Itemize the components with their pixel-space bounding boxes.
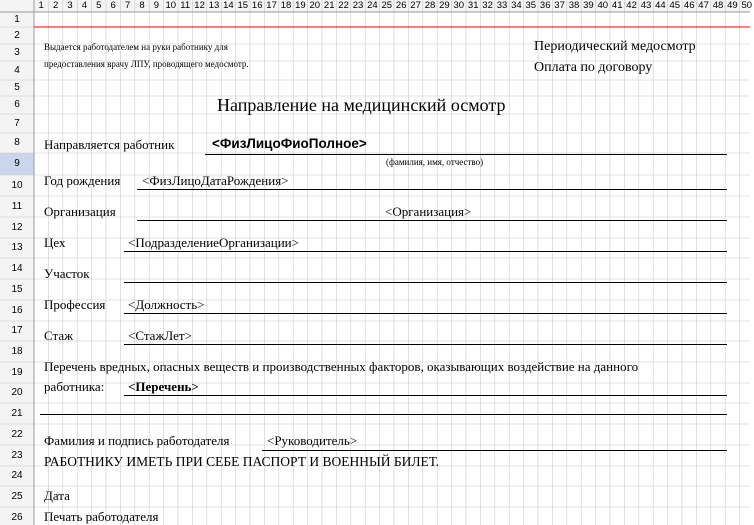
profession-label: Профессия: [44, 297, 106, 312]
row-header[interactable]: 24: [11, 470, 23, 481]
profession-field[interactable]: <Должность>: [128, 297, 205, 312]
worker-label: Направляется работник: [44, 137, 175, 152]
column-header[interactable]: 7: [124, 0, 131, 11]
column-header[interactable]: 45: [669, 0, 681, 11]
experience-underline: [124, 344, 727, 345]
worker-underline: [205, 154, 727, 155]
column-header[interactable]: 30: [453, 0, 465, 11]
shop-underline: [124, 251, 727, 252]
column-header[interactable]: 23: [352, 0, 364, 11]
section-label: Участок: [44, 266, 90, 281]
org-underline: [137, 220, 727, 221]
column-header[interactable]: 8: [139, 0, 145, 11]
column-header[interactable]: 37: [554, 0, 565, 11]
row-header[interactable]: 26: [11, 511, 23, 523]
column-header[interactable]: 46: [683, 0, 695, 11]
column-header[interactable]: 22: [338, 0, 349, 11]
section-underline[interactable]: [124, 282, 727, 283]
row-header[interactable]: 19: [11, 366, 23, 378]
org-label: Организация: [44, 204, 116, 219]
employer-label: Фамилия и подпись работодателя: [44, 433, 230, 448]
row-header[interactable]: 11: [11, 200, 23, 212]
hazards-label-2: работника:: [44, 379, 105, 394]
row-header[interactable]: 3: [14, 46, 20, 58]
employer-underline: [262, 450, 727, 451]
column-header[interactable]: 10: [165, 0, 177, 11]
hazards-label: Перечень вредных, опасных веществ и производственных факторов, оказывающих воздействие на данного: [44, 359, 639, 374]
row-header[interactable]: 7: [14, 117, 20, 129]
column-header[interactable]: 43: [640, 0, 652, 11]
row-header[interactable]: 4: [14, 64, 20, 76]
column-header[interactable]: 4: [81, 0, 88, 11]
column-header[interactable]: 49: [727, 0, 738, 11]
row-header[interactable]: 2: [14, 29, 20, 41]
column-header[interactable]: 38: [568, 0, 580, 11]
row-header[interactable]: 6: [14, 99, 20, 110]
employer-field[interactable]: <Руководитель>: [267, 433, 358, 448]
birth-underline: [137, 189, 727, 190]
column-header[interactable]: 25: [381, 0, 393, 11]
row-header[interactable]: 18: [11, 345, 23, 357]
profession-underline: [124, 313, 727, 314]
row-header[interactable]: 12: [11, 221, 23, 233]
payment-type: Оплата по договору: [534, 60, 653, 75]
exam-type: Периодический медосмотр: [534, 39, 696, 54]
column-header[interactable]: 50: [741, 0, 753, 11]
column-header[interactable]: 27: [410, 0, 421, 11]
worker-field[interactable]: <ФизЛицоФиоПолное>: [212, 136, 367, 151]
column-header[interactable]: 3: [67, 0, 73, 11]
column-header[interactable]: 41: [611, 0, 623, 11]
column-header[interactable]: 9: [153, 0, 160, 11]
hazards-underline-2: [40, 414, 727, 415]
notice-text: РАБОТНИКУ ИМЕТЬ ПРИ СЕБЕ ПАСПОРТ И ВОЕННЫЙ БИЛЕТ.: [44, 454, 440, 469]
worker-hint: (фамилия, имя, отчество): [386, 157, 484, 167]
column-header[interactable]: 19: [295, 0, 306, 11]
column-header[interactable]: 35: [525, 0, 537, 11]
row-header[interactable]: 16: [11, 304, 23, 316]
row-header[interactable]: 23: [11, 449, 23, 461]
row-header[interactable]: 25: [11, 490, 23, 502]
column-header[interactable]: 47: [698, 0, 709, 11]
row-header[interactable]: 1: [14, 13, 20, 25]
hazards-field[interactable]: <Перечень>: [128, 379, 199, 394]
column-header[interactable]: 21: [323, 0, 335, 11]
column-header[interactable]: 44: [655, 0, 666, 11]
row-header[interactable]: 15: [11, 283, 23, 295]
column-header[interactable]: 20: [309, 0, 321, 11]
column-header[interactable]: 5: [96, 0, 102, 11]
shop-label: Цех: [44, 235, 66, 250]
column-header[interactable]: 28: [424, 0, 436, 11]
row-header[interactable]: 14: [11, 262, 23, 274]
column-header[interactable]: 32: [482, 0, 493, 11]
experience-label: Стаж: [44, 328, 74, 343]
seal-label: Печать работодателя: [44, 509, 159, 524]
column-header[interactable]: 17: [266, 0, 277, 11]
column-header[interactable]: 16: [251, 0, 263, 11]
column-header[interactable]: 12: [194, 0, 205, 11]
column-header[interactable]: 6: [110, 0, 116, 11]
row-header[interactable]: 9: [14, 158, 20, 169]
column-header[interactable]: 15: [237, 0, 249, 11]
column-header[interactable]: 36: [539, 0, 551, 11]
column-header[interactable]: 29: [439, 0, 450, 11]
row-header[interactable]: 8: [14, 137, 20, 148]
column-header[interactable]: 42: [626, 0, 637, 11]
column-header[interactable]: 33: [496, 0, 508, 11]
column-header[interactable]: 11: [180, 0, 191, 11]
column-header[interactable]: 24: [367, 0, 378, 11]
row-header[interactable]: 22: [11, 428, 23, 440]
column-header[interactable]: 34: [511, 0, 522, 11]
row-header[interactable]: 21: [11, 407, 23, 419]
shop-field[interactable]: <ПодразделениеОрганизации>: [128, 235, 299, 250]
column-header[interactable]: 2: [52, 0, 59, 11]
note-line-2: предоставления врачу ЛПУ, проводящего медосмотр.: [44, 59, 249, 69]
column-header[interactable]: 48: [712, 0, 724, 11]
row-header[interactable]: 5: [14, 82, 20, 93]
row-header[interactable]: 20: [11, 387, 23, 398]
note-line-1: Выдается работодателем на руки работнику для: [44, 42, 228, 52]
column-header[interactable]: 39: [583, 0, 594, 11]
date-label: Дата: [44, 488, 70, 503]
column-header[interactable]: 18: [280, 0, 292, 11]
row-header[interactable]: 13: [11, 242, 23, 253]
column-header[interactable]: 14: [223, 0, 234, 11]
column-header[interactable]: 26: [395, 0, 407, 11]
hazards-underline: [124, 395, 727, 396]
column-header[interactable]: 40: [597, 0, 609, 11]
org-field[interactable]: <Организация>: [385, 204, 472, 219]
page-title: Направление на медицинский осмотр: [217, 95, 506, 115]
row-header[interactable]: 17: [11, 325, 23, 336]
experience-field[interactable]: <СтажЛет>: [128, 328, 192, 343]
birth-label: Год рождения: [44, 173, 121, 188]
row-header[interactable]: 10: [11, 179, 23, 191]
column-header[interactable]: 31: [467, 0, 479, 11]
column-header[interactable]: 1: [38, 0, 44, 11]
column-header[interactable]: 13: [208, 0, 220, 11]
birth-field[interactable]: <ФизЛицоДатаРождения>: [142, 173, 289, 188]
